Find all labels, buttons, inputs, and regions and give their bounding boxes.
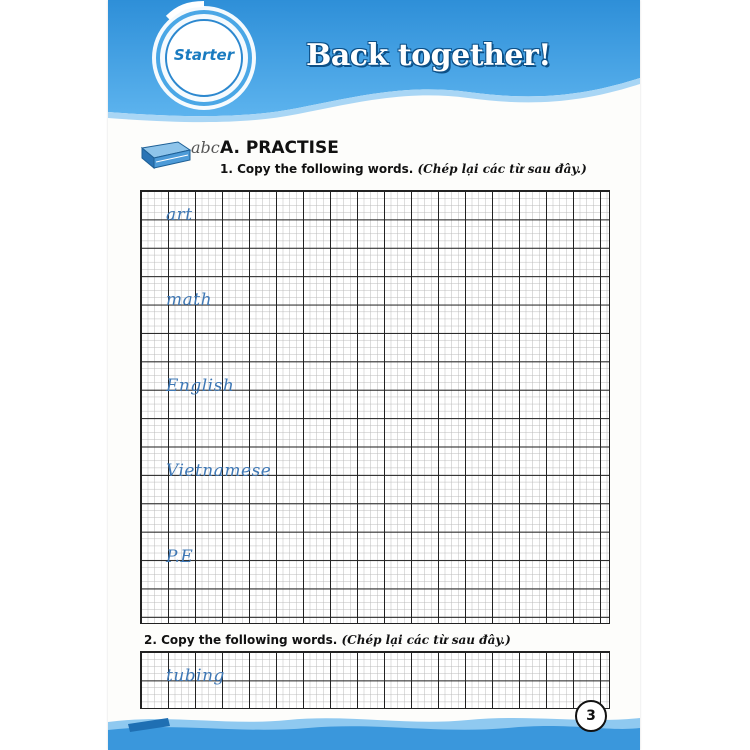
exercise-2-instruction-en: 2. Copy the following words. [144,633,338,647]
writing-grid-1 [140,190,610,624]
section-title: A. PRACTISE [220,138,339,158]
exercise-2-instruction [144,633,511,647]
handwritten-word: English [166,376,235,396]
handwritten-word: math [166,290,213,310]
page-title: Back together! [306,38,551,73]
page-number: 3 [575,700,607,732]
abc-label: abc [191,138,220,157]
handwritten-word: P.E [166,547,194,567]
exercise-1-instruction-vi: (Chép lại các từ sau đây.) [417,162,587,176]
book-icon [138,136,192,170]
handwritten-word: tubing [166,666,225,686]
starter-badge: Starter [173,46,235,64]
exercise-2-instruction-vi: (Chép lại các từ sau đây.) [341,633,511,647]
handwritten-word: art [166,205,193,225]
handwritten-word: Vietnamese [166,461,272,481]
header-banner [108,0,640,135]
exercise-1-instruction-en: 1. Copy the following words. [220,162,414,176]
footer-wave [108,700,640,750]
exercise-1-instruction [220,162,587,176]
workbook-page [108,0,640,750]
